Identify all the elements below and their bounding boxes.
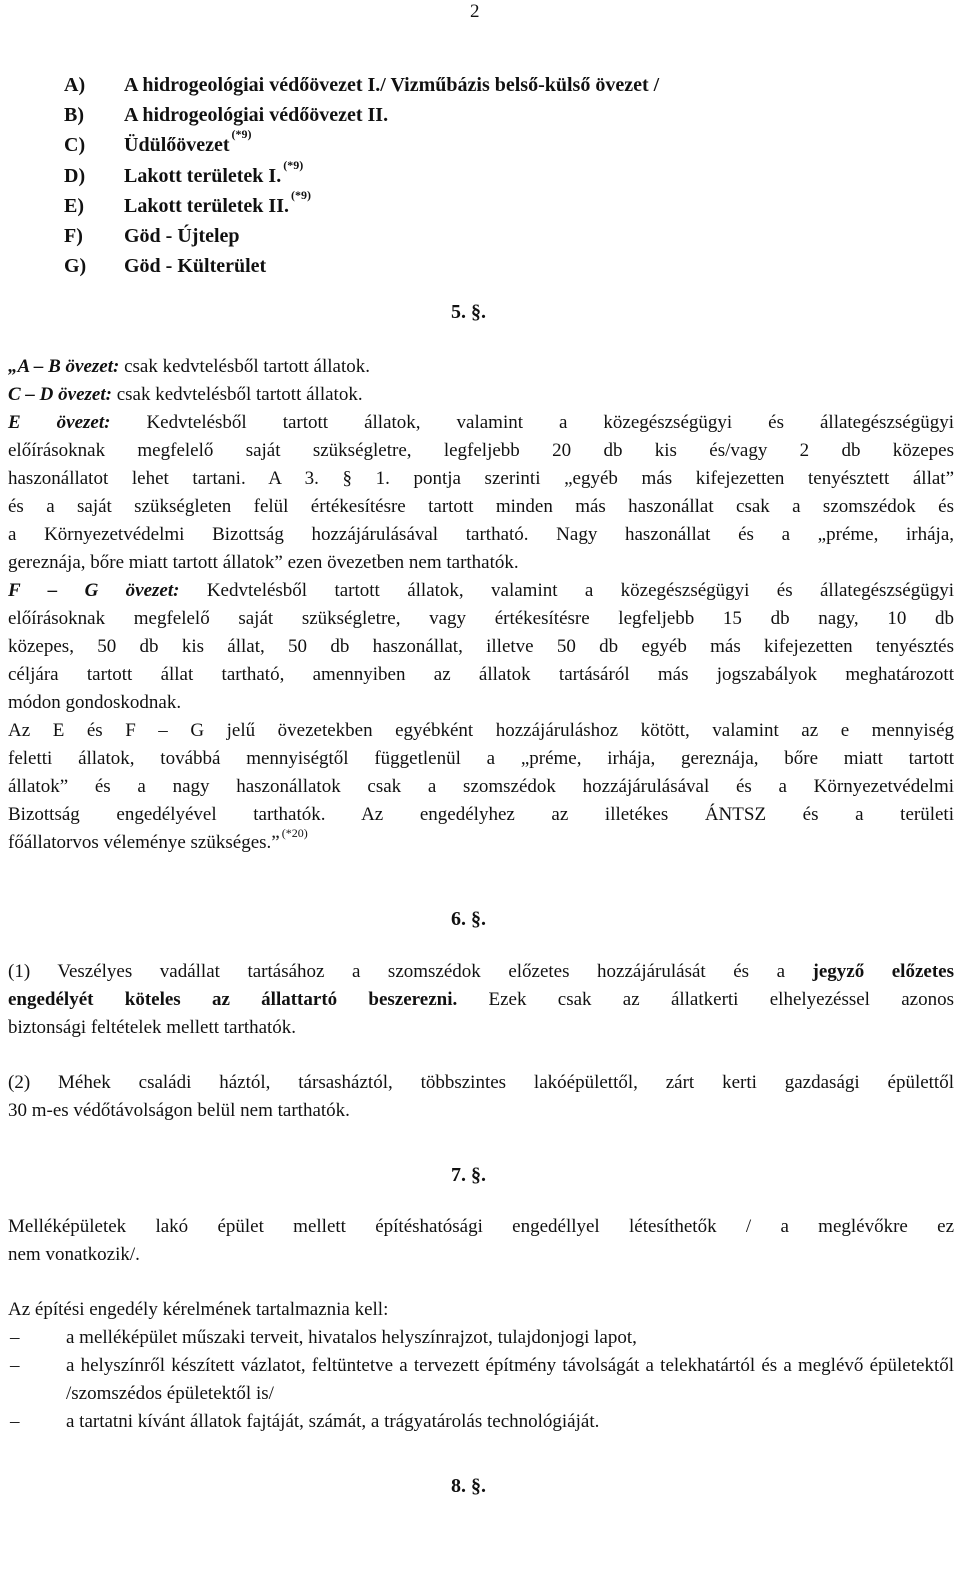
text-line: a Környezetvédelmi Bizottság hozzájárulásával tartható. Nagy haszonállat és a „préme, irhája, <box>8 524 954 545</box>
zone-item <box>64 100 659 130</box>
zone-letter: B) <box>64 104 84 127</box>
zone-text: Üdülőövezet <box>124 134 230 157</box>
section-8-heading: 8. §. <box>451 1475 486 1497</box>
list-item: – a melléképület műszaki terveit, hivatalos helyszínrajzot, tulajdonjogi lapot, <box>8 1324 954 1352</box>
text-line: Bizottság engedélyével tarthatók. Az engedélyhez az illetékes ÁNTSZ és a területi <box>8 804 954 825</box>
zone-letter: G) <box>64 255 87 278</box>
zone-item <box>64 157 659 191</box>
zone-text: Lakott területek I. <box>124 164 282 187</box>
zone-text: Göd - Külterület <box>124 255 267 278</box>
text-line: 30 m-es védőtávolságon belül nem tarthatók. <box>8 1100 350 1121</box>
zone-letter: E) <box>64 194 84 217</box>
list-intro: Az építési engedély kérelmének tartalmaznia kell: <box>8 1299 389 1320</box>
text-line: és a saját szükségleten felül értékesítésre tartott minden más haszonállat csak a szomszédok és <box>8 496 954 517</box>
section-7-para-1 <box>8 1213 954 1269</box>
list-item: – a tartatni kívánt állatok fajtáját, számát, a trágyatárolás technológiáját. <box>8 1408 954 1436</box>
list-item: – a helyszínről készített vázlatot, feltüntetve a tervezett építmény távolságát a telekhatártól és a meglévő épületektől /szomszédos épületektől is/ <box>8 1352 954 1408</box>
dash-bullet: – <box>10 1355 20 1376</box>
footnote-ref: (*9) <box>283 157 304 172</box>
requirements-list <box>8 1324 954 1436</box>
text-line: közepes, 50 db kis állat, 50 db haszonállat, illetve 50 db egyéb más kifejezetten tenyésztés <box>8 636 954 657</box>
zone-letter: F) <box>64 224 83 247</box>
text-line: (1) Veszélyes vadállat tartásához a szomszédok előzetes hozzájárulását és a jegyző előzetes <box>8 961 954 982</box>
text-line: céljára tartott állat tartható, amennyiben az állatok tartásáról más jogszabályok meghatározott <box>8 664 954 685</box>
text-line: engedélyét köteles az állattartó beszerezni. Ezek csak az állatkerti elhelyezéssel azonos <box>8 989 954 1010</box>
zone-text: A hidrogeológiai védőövezet I./ Vizműbázis belső-külső övezet / <box>124 74 660 96</box>
page-number: 2 <box>470 1 480 22</box>
text-line: biztonsági feltételek mellett tarthatók. <box>8 1017 297 1038</box>
footnote-ref: (*20) <box>281 826 308 840</box>
dash-bullet: – <box>10 1327 20 1348</box>
zone-text: Lakott területek II. <box>124 194 289 217</box>
rule-cd: C – D övezet: csak kedvtelésből tartott állatok. <box>8 384 363 405</box>
rule-e: E övezet: Kedvtelésből tartott állatok, valamint a közegészségügyi és állategészségügyi <box>8 412 954 433</box>
footnote-ref: (*9) <box>290 187 311 202</box>
text-line: Melléképületek lakó épület mellett építéshatósági engedéllyel létesíthetők / a meglévőkre ez <box>8 1216 954 1237</box>
zone-item <box>64 187 659 221</box>
rule-ab: „A – B övezet: csak kedvtelésből tartott állatok. <box>8 356 370 377</box>
zone-letter: D) <box>64 164 86 187</box>
footnote-ref: (*9) <box>231 127 252 142</box>
text-line: Az E és F – G jelű övezetekben egyébként hozzájáruláshoz kötött, valamint az e mennyiség <box>8 720 954 741</box>
zone-text: Göd - Újtelep <box>124 224 240 247</box>
zone-item <box>64 251 659 281</box>
zone-letter: C) <box>64 134 86 157</box>
text-line: főállatorvos véleménye szükséges.” $^{(*20)}$ <box>8 826 308 853</box>
section-6-para-1 <box>8 958 954 1042</box>
text-line: feletti állatok, továbbá mennyiségtől függetlenül a „préme, irhája, gereznája, bőre miatt tartott <box>8 748 954 769</box>
text-line: módon gondoskodnak. <box>8 692 182 713</box>
zone-item <box>64 221 659 251</box>
section-5-heading: 5. §. <box>451 301 486 323</box>
text-line: (2) Méhek családi háztól, társasháztól, többszintes lakóépülettől, zárt kerti gazdasági épülettől <box>8 1072 954 1093</box>
zone-item <box>64 70 659 100</box>
text-line: gereznája, bőre miatt tartott állatok” ezen övezetben nem tarthatók. <box>8 552 519 573</box>
text-line: nem vonatkozik/. <box>8 1244 140 1265</box>
section-5-body <box>8 353 954 857</box>
section-6-para-2 <box>8 1069 954 1125</box>
zone-letter: A) <box>64 74 86 96</box>
section-7-heading: 7. §. <box>451 1164 486 1186</box>
text-line: haszonállatot lehet tartani. A 3. § 1. pontja szerinti „egyéb más kifejezetten tenyésztett állat” <box>8 468 954 489</box>
text-line: előírásoknak megfelelő saját szükségletre, legfeljebb 20 db kis és/vagy 2 db közepes <box>8 440 954 461</box>
text-line: előírásoknak megfelelő saját szükségletre, vagy értékesítésre legfeljebb 15 db nagy, 10 db <box>8 608 954 629</box>
zone-list <box>64 70 659 281</box>
zone-item <box>64 127 659 160</box>
text-line: állatok” és a nagy haszonállatok csak a szomszédok hozzájárulásával és a Környezetvédelmi <box>8 776 954 797</box>
dash-bullet: – <box>10 1411 20 1432</box>
section-6-heading: 6. §. <box>451 908 486 930</box>
rule-fg: F – G övezet: Kedvtelésből tartott állatok, valamint a közegészségügyi és állategészségügyi <box>8 580 954 601</box>
zone-text: A hidrogeológiai védőövezet II. <box>124 104 389 127</box>
